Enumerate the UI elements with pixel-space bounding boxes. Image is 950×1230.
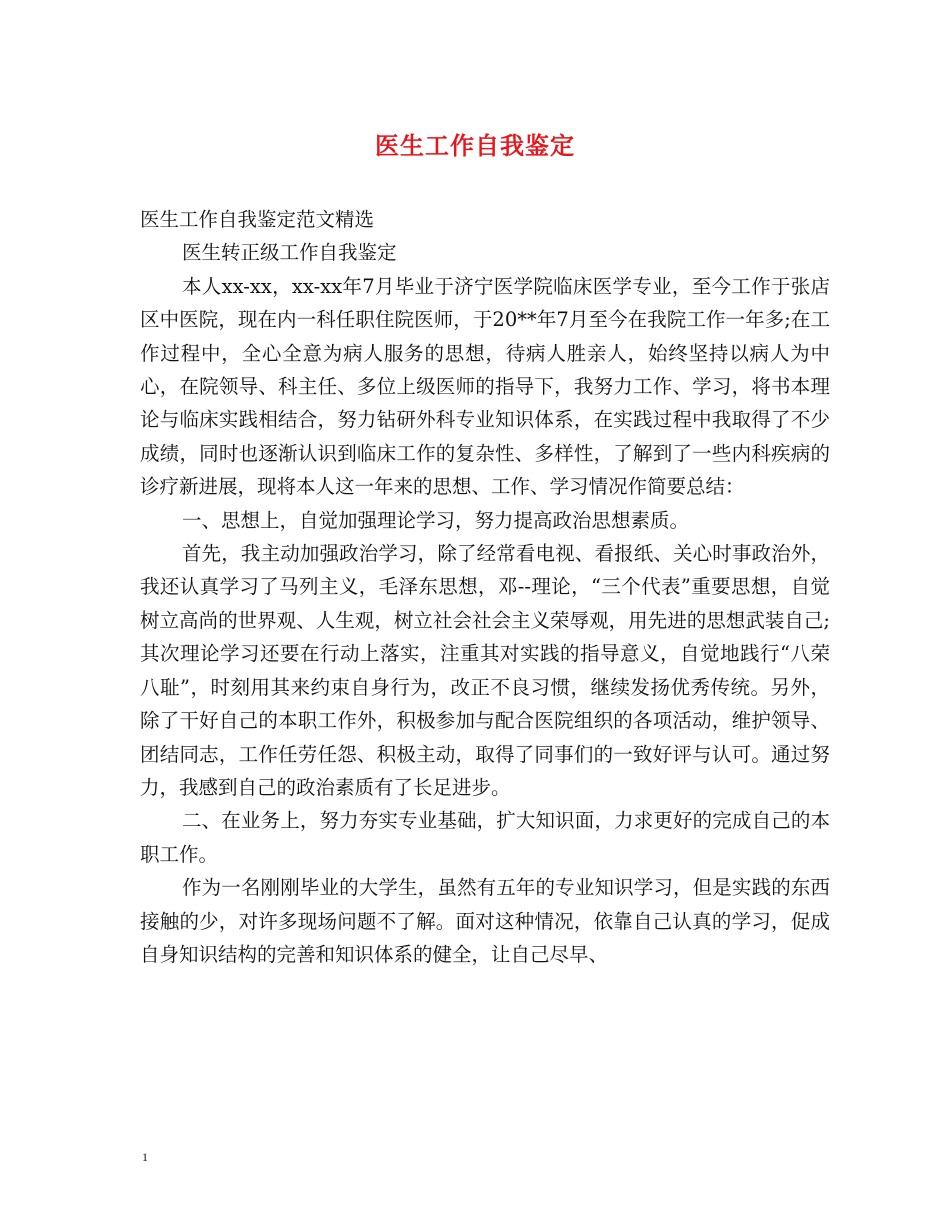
- paragraph-professional-study: 作为一名刚刚毕业的大学生，虽然有五年的专业知识学习，但是实践的东西接触的少，对许多现场问题不了解。面对这种情况，依靠自己认真的学习，促成自身知识结构的完善和知识体系的健全，让自己尽早、: [140, 876, 830, 966]
- paragraph-political-study: 首先，我主动加强政治学习，除了经常看电视、看报纸、关心时事政治外，我还认真学习了马列主义，毛泽东思想，邓--理论，“三个代表”重要思想，自觉树立高尚的世界观、人生观，树立社会社会主义荣辱观，用先进的思想武装自己;其次理论学习还要在行动上落实，注重其对实践的指导意义，自觉地践行“八荣八耻”，时刻用其来约束自身行为，改正不良习惯，继续发扬优秀传统。另外，除了干好自己的本职工作外，积极参加与配合医院组织的各项活动，维护领导、团结同志，工作任劳任怨、积极主动，取得了同事们的一致好评与认可。通过努力，我感到自己的政治素质有了长足进步。: [140, 542, 830, 799]
- document-body: [140, 203, 830, 971]
- document-subtitle: 医生工作自我鉴定范文精选: [140, 208, 375, 231]
- paragraph-section-two-heading: 二、在业务上，努力夯实专业基础，扩大知识面，力求更好的完成自己的本职工作。: [140, 809, 830, 866]
- paragraph-intro: 本人xx-xx，xx-xx年7月毕业于济宁医学院临床医学专业，至今工作于张店区中医院，现在内一科任职住院医师，于20**年7月至今在我院工作一年多;在工作过程中，全心全意为病人服务的思想，待病人胜亲人，始终坚持以病人为中心，在院领导、科主任、多位上级医师的指导下，我努力工作、学习，将书本理论与临床实践相结合，努力钻研外科专业知识体系，在实践过程中我取得了不少成绩，同时也逐渐认识到临床工作的复杂性、多样性，了解到了一些内科疾病的诊疗新进展，现将本人这一年来的思想、工作、学习情况作简要总结：: [140, 274, 830, 499]
- page-number: 1: [142, 1150, 148, 1164]
- section-heading: 医生转正级工作自我鉴定: [182, 241, 397, 265]
- document-title: 医生工作自我鉴定: [375, 131, 575, 160]
- paragraph-section-one-heading: 一、思想上，自觉加强理论学习，努力提高政治思想素质。: [182, 508, 690, 532]
